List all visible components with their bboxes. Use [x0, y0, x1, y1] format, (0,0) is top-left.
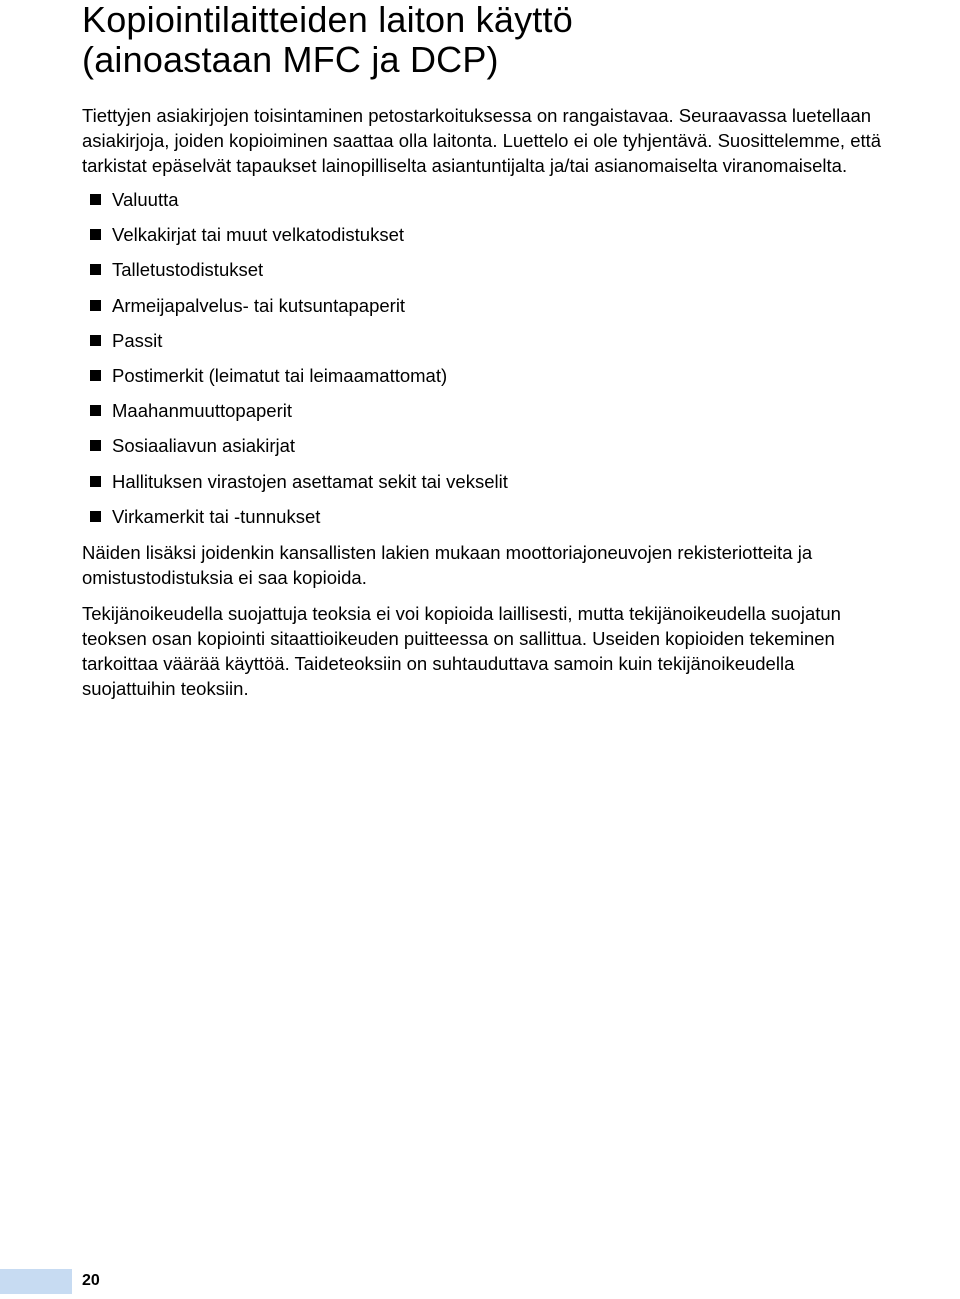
list-item	[90, 397, 508, 432]
list-item-label: Armeijapalvelus- tai kutsuntapaperit	[112, 294, 406, 316]
list-item	[90, 468, 508, 503]
list-item-label: Sosiaaliavun asiakirjat	[112, 435, 296, 457]
list-item-label: Talletustodistukset	[112, 259, 264, 281]
vehicles-line: omistustodistuksia ei saa kopioida.	[82, 567, 367, 588]
list-item	[90, 186, 508, 221]
square-bullet-icon	[90, 440, 101, 451]
square-bullet-icon	[90, 194, 101, 205]
square-bullet-icon	[90, 229, 101, 240]
intro-paragraph	[82, 103, 960, 178]
copyright-paragraph	[82, 601, 960, 701]
footer-color-bar	[0, 1269, 72, 1294]
list-item	[90, 432, 508, 467]
copyright-line: teoksen osan kopiointi sitaattioikeuden puitteessa on sallittua. Useiden kopioiden tekeminen	[82, 628, 835, 649]
illegal-documents-list	[90, 186, 508, 538]
square-bullet-icon	[90, 264, 101, 275]
copyright-line: tarkoittaa väärää käyttöä. Taideteoksiin on suhtauduttava samoin kuin tekijänoikeudella	[82, 653, 795, 674]
copyright-line: suojattuihin teoksiin.	[82, 678, 249, 699]
list-item-label: Valuutta	[112, 189, 179, 210]
list-item	[90, 256, 508, 291]
list-item	[90, 362, 508, 397]
square-bullet-icon	[90, 511, 101, 522]
intro-line: tarkistat epäselvät tapaukset lainopilliselta asiantuntijalta ja/tai asianomaiselta viranomaiselta.	[82, 155, 848, 176]
square-bullet-icon	[90, 300, 101, 311]
list-item-label: Passit	[112, 329, 163, 351]
vehicles-paragraph	[82, 540, 960, 590]
intro-line: Tiettyjen asiakirjojen toisintaminen petostarkoituksessa on rangaistavaa. Seuraavassa luetellaan	[82, 105, 872, 126]
page-title-line-2: (ainoastaan MFC ja DCP)	[82, 39, 499, 80]
list-item-label: Virkamerkit tai -tunnukset	[112, 505, 321, 527]
square-bullet-icon	[90, 405, 101, 416]
copyright-line: Tekijänoikeudella suojattuja teoksia ei voi kopioida laillisesti, mutta tekijänoikeudella suojatun	[82, 603, 841, 624]
list-item	[90, 503, 508, 538]
square-bullet-icon	[90, 476, 101, 487]
page-number: 20	[82, 1272, 100, 1289]
square-bullet-icon	[90, 370, 101, 381]
list-item-label: Maahanmuuttopaperit	[112, 400, 292, 422]
page-title	[82, 0, 573, 80]
list-item-label: Hallituksen virastojen asettamat sekit tai vekselit	[112, 470, 508, 492]
list-item	[90, 292, 508, 327]
list-item	[90, 221, 508, 256]
page-title-line-1: Kopiointilaitteiden laiton käyttö	[82, 0, 573, 40]
intro-line: asiakirjoja, joiden kopioiminen saattaa olla laitonta. Luettelo ei ole tyhjentävä. Suosittelemme, että	[82, 130, 882, 151]
list-item-label: Velkakirjat tai muut velkatodistukset	[112, 224, 405, 246]
vehicles-line: Näiden lisäksi joidenkin kansallisten lakien mukaan moottoriajoneuvojen rekisteriotteita ja	[82, 542, 813, 563]
square-bullet-icon	[90, 335, 101, 346]
list-item	[90, 327, 508, 362]
list-item-label: Postimerkit (leimatut tai leimaamattomat)	[112, 364, 448, 386]
